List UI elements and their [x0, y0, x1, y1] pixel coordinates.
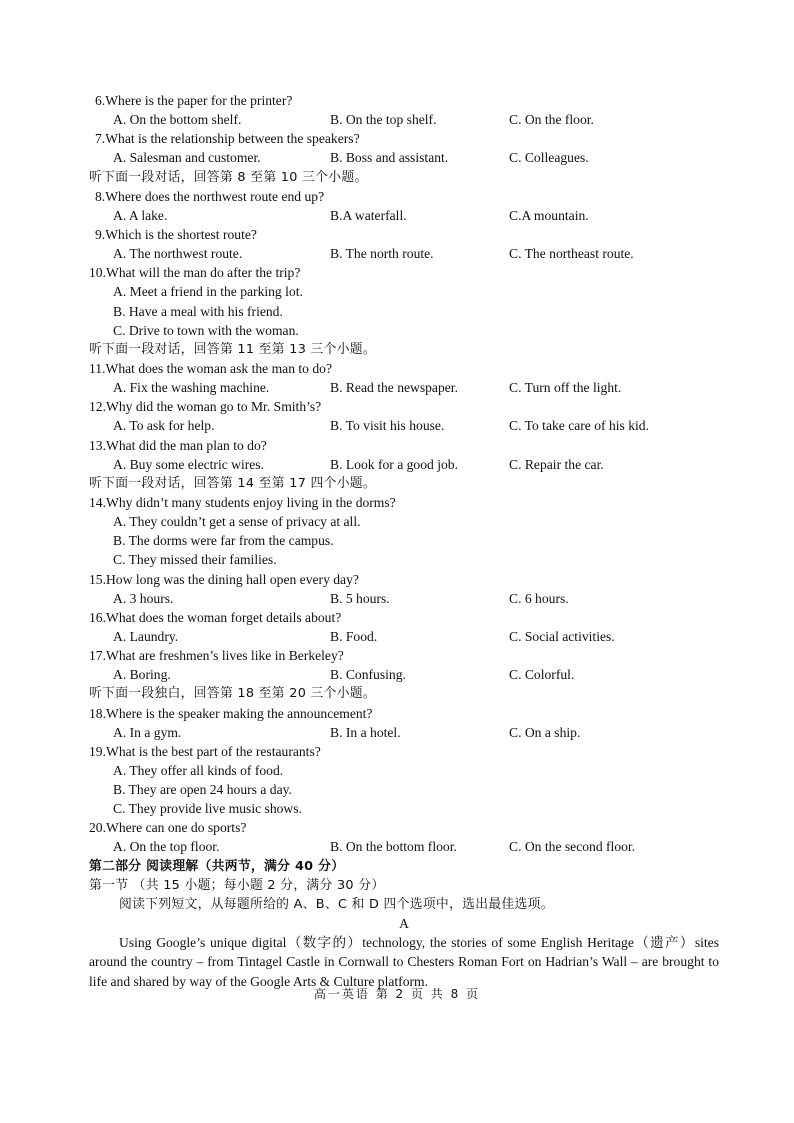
part-2-heading: 第二部分 阅读理解（共两节，满分 40 分） [89, 858, 345, 874]
question-10: 10.What will the man do after the trip? [89, 265, 301, 281]
option-a: A. Meet a friend in the parking lot. [113, 284, 303, 300]
question-17-options [89, 665, 719, 684]
option-a: A. Buy some electric wires. [113, 456, 264, 472]
question-18: 18.Where is the speaker making the announcement? [89, 705, 373, 721]
option-c: C. Colorful. [509, 667, 575, 683]
question-6-options [89, 110, 719, 129]
section-1-heading: 第一节 （共 15 小题；每小题 2 分，满分 30 分） [89, 877, 385, 893]
option-a: A. The northwest route. [113, 246, 243, 262]
question-19: 19.What is the best part of the restaurants? [89, 743, 321, 759]
option-c: C. Social activities. [509, 628, 615, 644]
passage-a-paragraph [89, 933, 719, 991]
option-a: A. A lake. [113, 207, 168, 223]
option-a: A. Fix the washing machine. [113, 380, 270, 396]
passage-a-text: Using Google’s unique digital（数字的）technology, the stories of some English Heritage（遗产）sites around the country – from Tintagel Castle in Cornwall to Chesters Roman Fort on Hadrian’s Wall – are brought to life and shared by way of the Google Arts & Culture platform. [89, 935, 719, 989]
question-15: 15.How long was the dining hall open every day? [89, 571, 359, 587]
question-8-options [89, 206, 719, 225]
option-c: C. Repair the car. [509, 456, 604, 472]
question-12: 12.Why did the woman go to Mr. Smith’s? [89, 399, 322, 415]
passage-label: A [399, 916, 409, 932]
option-c: C. To take care of his kid. [509, 418, 649, 434]
page-footer: 高一英语 第 2 页 共 8 页 [313, 987, 481, 1001]
question-13: 13.What did the man plan to do? [89, 437, 267, 453]
question-11-options [89, 378, 719, 397]
question-20: 20.Where can one do sports? [89, 820, 247, 836]
instruction-11-13: 听下面一段对话，回答第 11 至第 13 三个小题。 [89, 341, 376, 357]
question-9-options [89, 244, 719, 263]
option-a: A. Boring. [113, 667, 171, 683]
question-7: 7.What is the relationship between the speakers? [95, 131, 360, 147]
option-c: C. They provide live music shows. [113, 801, 302, 817]
question-9: 9.Which is the shortest route? [95, 226, 257, 242]
question-6: 6.Where is the paper for the printer? [95, 93, 293, 108]
option-b: B. The dorms were far from the campus. [113, 533, 334, 549]
option-c: C. 6 hours. [509, 590, 569, 606]
instruction-8-10: 听下面一段对话，回答第 8 至第 10 三个小题。 [89, 169, 368, 185]
option-c: C. On the floor. [509, 112, 594, 128]
option-c: C. The northeast route. [509, 246, 634, 262]
option-c: C. Colleagues. [509, 150, 589, 166]
exam-content [89, 91, 719, 991]
question-18-options [89, 723, 719, 742]
option-b: B. On the bottom floor. [330, 839, 457, 855]
instruction-18-20: 听下面一段独白，回答第 18 至第 20 三个小题。 [89, 686, 376, 702]
option-a: A. In a gym. [113, 724, 182, 740]
option-b: B. 5 hours. [330, 590, 390, 606]
option-a: A. 3 hours. [113, 590, 174, 606]
option-a: A. Salesman and customer. [113, 150, 261, 166]
option-a: A. On the bottom shelf. [113, 112, 242, 128]
question-13-options [89, 455, 719, 474]
option-b: B. Have a meal with his friend. [113, 303, 283, 319]
option-b: B. On the top shelf. [330, 112, 437, 128]
question-7-options [89, 148, 719, 167]
option-c: C. On the second floor. [509, 839, 636, 855]
option-b: B. They are open 24 hours a day. [113, 782, 292, 798]
option-b: B.A waterfall. [330, 207, 407, 223]
option-b: B. Confusing. [330, 667, 406, 683]
question-20-options [89, 837, 719, 856]
question-11: 11.What does the woman ask the man to do? [89, 360, 332, 376]
question-17: 17.What are freshmen’s lives like in Berkeley? [89, 648, 344, 664]
option-c: C. They missed their families. [113, 552, 277, 568]
option-a: A. To ask for help. [113, 418, 215, 434]
option-a: A. They offer all kinds of food. [113, 762, 284, 778]
question-15-options [89, 589, 719, 608]
option-b: B. To visit his house. [330, 418, 445, 434]
option-b: B. Look for a good job. [330, 456, 458, 472]
question-8: 8.Where does the northwest route end up? [95, 188, 325, 204]
option-b: B. The north route. [330, 246, 434, 262]
option-b: B. Food. [330, 628, 378, 644]
question-16-options [89, 627, 719, 646]
question-16: 16.What does the woman forget details about? [89, 609, 342, 625]
option-c: C.A mountain. [509, 207, 589, 223]
question-12-options [89, 416, 719, 435]
reading-instruction: 阅读下列短文，从每题所给的 A、B、C 和 D 四个选项中，选出最佳选项。 [119, 896, 554, 912]
instruction-14-17: 听下面一段对话，回答第 14 至第 17 四个小题。 [89, 475, 376, 491]
option-b: B. Boss and assistant. [330, 150, 449, 166]
question-14: 14.Why didn’t many students enjoy living in the dorms? [89, 494, 396, 510]
option-b: B. In a hotel. [330, 724, 401, 740]
option-b: B. Read the newspaper. [330, 380, 458, 396]
option-a: A. They couldn’t get a sense of privacy at all. [113, 514, 361, 530]
option-c: C. Drive to town with the woman. [113, 322, 299, 338]
option-c: C. On a ship. [509, 724, 581, 740]
option-a: A. On the top floor. [113, 839, 220, 855]
option-a: A. Laundry. [113, 628, 179, 644]
option-c: C. Turn off the light. [509, 380, 622, 396]
